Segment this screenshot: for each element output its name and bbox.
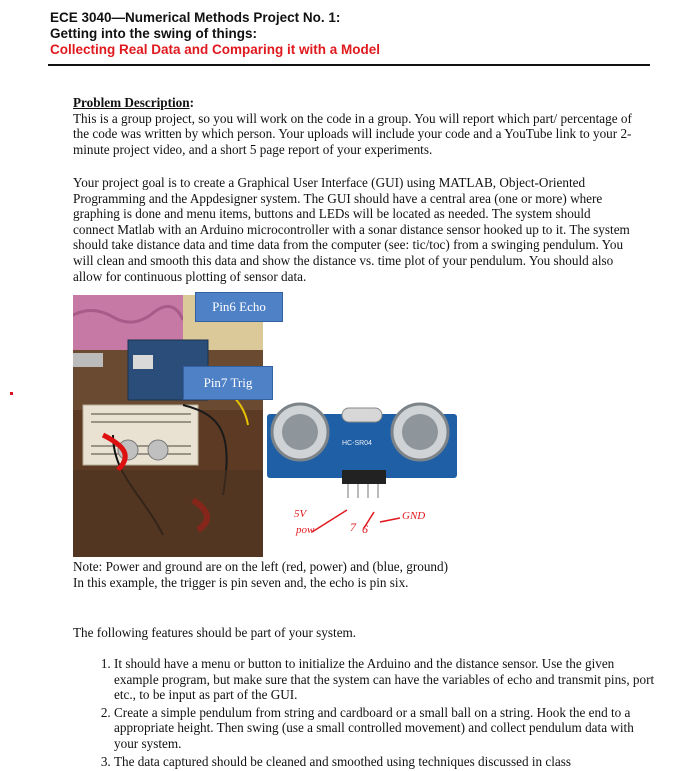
handwritten-pin-annotations: [292, 500, 442, 550]
callout-pin7-trig: Pin7 Trig: [183, 366, 273, 400]
features-list: [92, 656, 659, 771]
figure-note: [73, 559, 633, 590]
header-subtitle: Getting into the swing of things:: [50, 26, 257, 41]
hand-pow: pow: [296, 524, 315, 536]
goal-text: Your project goal is to create a Graphical User Interface (GUI) using MATLAB, Object-Oriented Programming and the Appdesigner system. The GUI should have a central area (one or more) where graphing is done and menu items, buttons and LEDs will be located as needed. The system should connect Matlab with an Arduino microcontroller with a sonar distance sensor hooked up to it. The system should take distance data and time data from the computer (see: tic/toc) from a swinging pendulum. You will clean and smooth this data and show the distance vs. time plot of your pendulum. You should also allow for continuous plotting of sensor data.: [73, 175, 630, 284]
note-line-2: In this example, the trigger is pin seven and, the echo is pin six.: [73, 574, 409, 590]
problem-text: This is a group project, so you will work on the code in a group. You will report which part/ percentage of the code was written by which person. Your uploads will include your code and a YouTube link to your 2-minute project video, and a short 5 page report of your experiments.: [73, 110, 632, 157]
hand-6: 6: [362, 522, 368, 536]
header-title: ECE 3040—Numerical Methods Project No. 1:: [50, 10, 341, 25]
list-item: 2. Create a simple pendulum from string and cardboard or a small ball on a string. Hook the end to a appropriate height. Then swing (use a small controlled movement) and collect pendulum data with your system.: [114, 705, 659, 752]
project-goal: [73, 175, 633, 284]
hc-sr04-sensor-image: [262, 392, 462, 498]
list-item: 3. The data captured should be cleaned and smoothed using techniques discussed in class: [114, 754, 659, 770]
sensor-label: HC-SR04: [342, 440, 372, 447]
hand-gnd: GND: [402, 510, 426, 522]
features-intro: The following features should be part of your system.: [73, 625, 357, 640]
list-item: 1. It should have a menu or button to initialize the Arduino and the distance sensor. Use the given example program, but make sure that the system can have the variables of echo and transmit pins, port etc., to be input as part of the GUI.: [114, 656, 659, 703]
section-title: Problem Description: [73, 95, 190, 110]
hand-5v: 5V: [294, 508, 307, 520]
hand-7: 7: [350, 520, 356, 534]
margin-mark: [10, 392, 13, 395]
header-rule: [48, 64, 650, 66]
section-title-colon: :: [189, 95, 195, 110]
document-header: [50, 10, 380, 58]
callout-pin6-echo: Pin6 Echo: [195, 292, 283, 322]
header-project-title: Collecting Real Data and Comparing it with a Model: [50, 42, 381, 57]
arduino-photo: [73, 295, 263, 557]
note-line-1: Note: Power and ground are on the left (red, power) and (blue, ground): [73, 559, 448, 574]
problem-description: [73, 95, 633, 157]
